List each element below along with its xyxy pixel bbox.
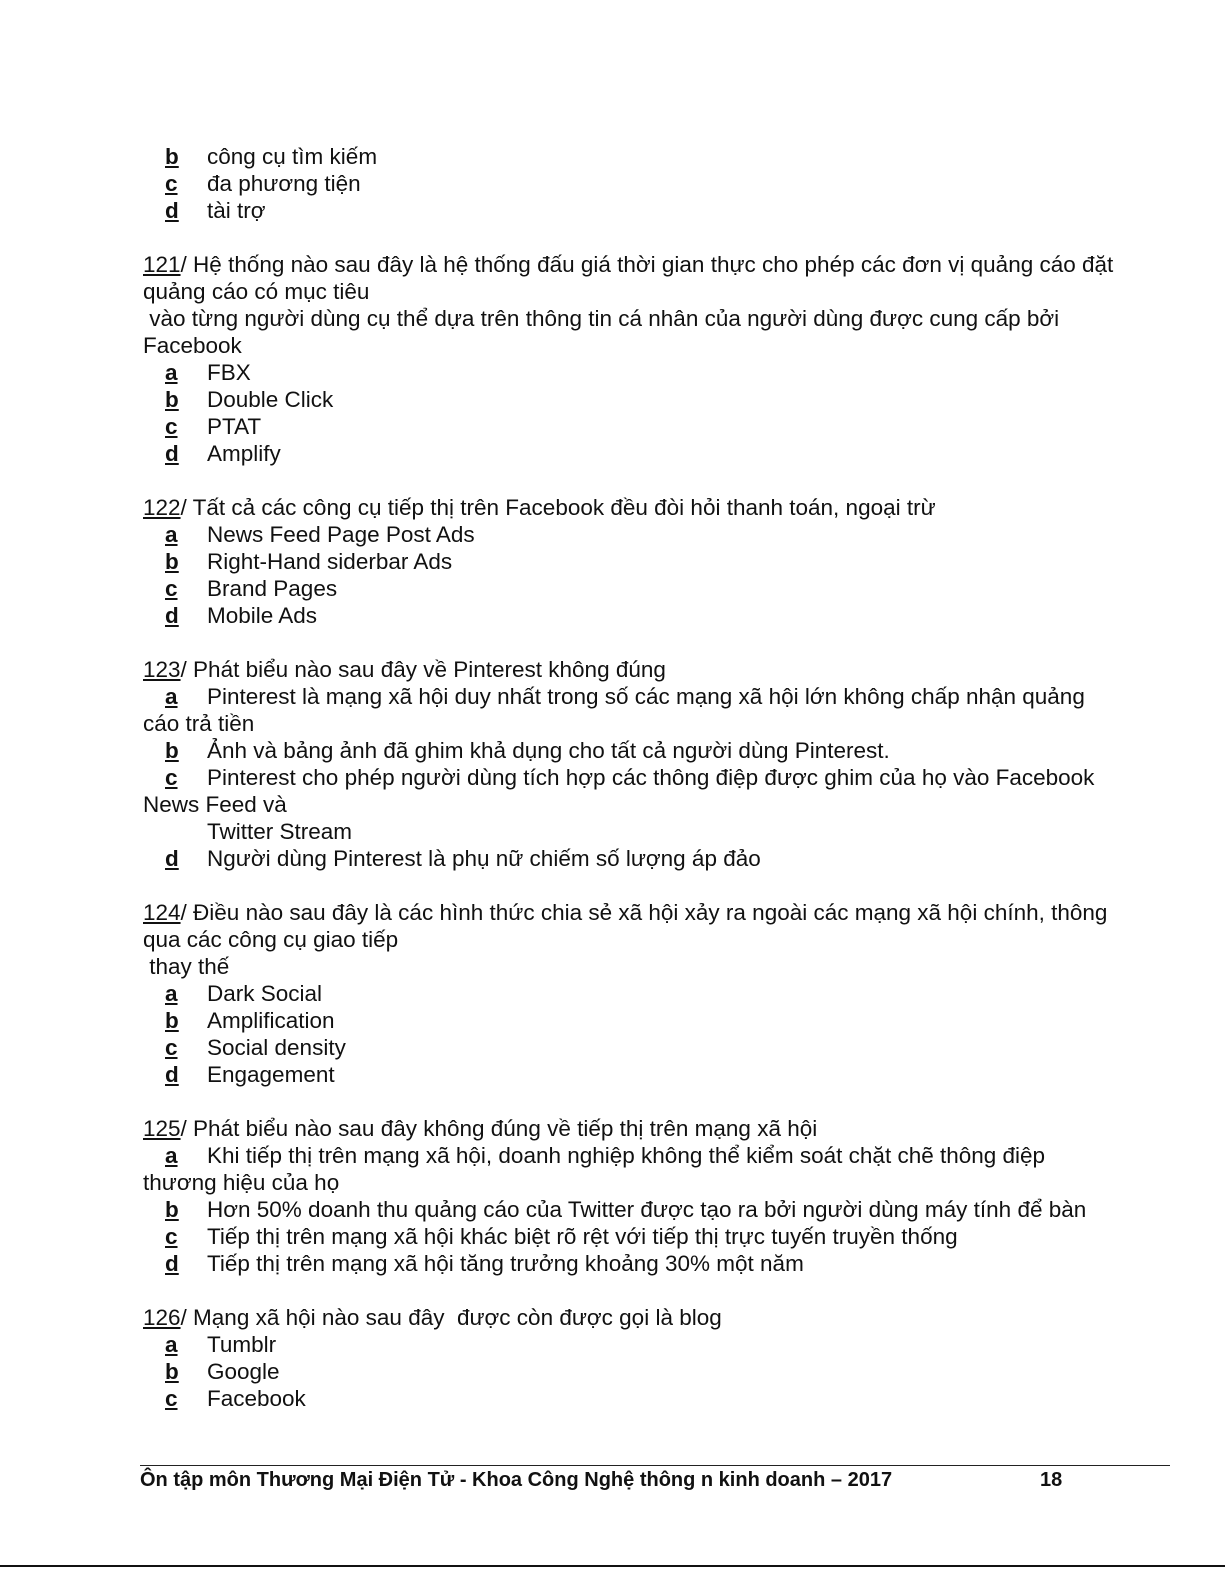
option-text: Hơn 50% doanh thu quảng cáo của Twitter được tạo ra bởi người dùng máy tính để bàn (207, 1197, 1087, 1222)
option-text: Amplify (207, 441, 281, 466)
option-letter: b (165, 549, 179, 574)
option-letter: a (165, 981, 178, 1006)
option-letter: d (165, 603, 179, 628)
option-letter: b (165, 1359, 179, 1384)
option-letter: c (165, 1224, 178, 1249)
spacer (143, 1277, 1168, 1304)
option-letter: c (165, 1035, 178, 1060)
answer-option (143, 143, 1168, 170)
option-text: Brand Pages (207, 576, 338, 601)
option-letter: d (165, 198, 179, 223)
spacer (143, 629, 1168, 656)
question-number: 123 (143, 657, 181, 682)
option-letter: c (165, 171, 178, 196)
option-text: Right-Hand siderbar Ads (207, 549, 453, 574)
option-text: Tiếp thị trên mạng xã hội tăng trưởng khoảng 30% một năm (207, 1251, 804, 1276)
answer-option (143, 575, 1168, 602)
answer-option (143, 440, 1168, 467)
option-letter: a (165, 1143, 178, 1168)
answer-option (143, 602, 1168, 629)
page-number: 18 (1040, 1469, 1063, 1491)
option-letter: c (165, 576, 178, 601)
answer-option (143, 521, 1168, 548)
question-number: 125 (143, 1116, 181, 1141)
answer-option (143, 1142, 1168, 1169)
text-line: Twitter Stream (207, 819, 353, 844)
answer-option (143, 1250, 1168, 1277)
text-line: News Feed và (143, 792, 287, 817)
answer-option (143, 1358, 1168, 1385)
option-text: tài trợ (207, 198, 266, 223)
option-letter: c (165, 765, 178, 790)
answer-option (143, 1385, 1168, 1412)
option-letter: b (165, 387, 179, 412)
option-letter: a (165, 1332, 178, 1357)
answer-option (143, 764, 1168, 791)
option-letter: c (165, 414, 178, 439)
option-letter: a (165, 360, 178, 385)
question-number: 124 (143, 900, 181, 925)
option-text: Tumblr (207, 1332, 277, 1357)
spacer (143, 467, 1168, 494)
text-line: thương hiệu của họ (143, 1170, 340, 1195)
text-line: cáo trả tiền (143, 711, 255, 736)
question-text: / Điều nào sau đây là các hình thức chia sẻ xã hội xảy ra ngoài các mạng xã hội chính, thông (180, 900, 1108, 925)
option-text: Amplification (207, 1008, 335, 1033)
option-text: PTAT (207, 414, 262, 439)
option-letter: a (165, 684, 178, 709)
option-letter: b (165, 1197, 179, 1222)
answer-option (143, 1061, 1168, 1088)
bottom-border (0, 1565, 1225, 1567)
option-text: Google (207, 1359, 280, 1384)
option-text: Ảnh và bảng ảnh đã ghim khả dụng cho tất cả người dùng Pinterest. (207, 738, 890, 763)
option-text: Mobile Ads (207, 603, 318, 628)
question-text: / Tất cả các công cụ tiếp thị trên Facebook đều đòi hỏi thanh toán, ngoại trừ (180, 495, 936, 520)
answer-option (143, 1331, 1168, 1358)
question-text: / Phát biểu nào sau đây về Pinterest không đúng (180, 657, 666, 682)
question-heading (143, 1304, 1168, 1331)
question-number: 122 (143, 495, 181, 520)
page-footer (140, 1466, 1170, 1494)
option-text: Pinterest cho phép người dùng tích hợp các thông điệp được ghim của họ vào Facebook (207, 765, 1095, 790)
text-line: Facebook (143, 333, 242, 358)
question-number: 121 (143, 252, 181, 277)
question-heading (143, 899, 1168, 926)
text-line: qua các công cụ giao tiếp (143, 927, 399, 952)
option-letter: a (165, 522, 178, 547)
question-text: / Phát biểu nào sau đây không đúng về tiếp thị trên mạng xã hội (180, 1116, 818, 1141)
option-letter: d (165, 441, 179, 466)
option-letter: c (165, 1386, 178, 1411)
answer-option (143, 413, 1168, 440)
question-heading (143, 656, 1168, 683)
answer-option (143, 845, 1168, 872)
option-letter: d (165, 846, 179, 871)
question-number: 126 (143, 1305, 181, 1330)
spacer (143, 872, 1168, 899)
option-text: Engagement (207, 1062, 335, 1087)
answer-option (143, 359, 1168, 386)
spacer (143, 224, 1168, 251)
question-text: / Mạng xã hội nào sau đây được còn được gọi là blog (180, 1305, 722, 1330)
question-heading (143, 1115, 1168, 1142)
question-list (143, 143, 1168, 1412)
option-text: Social density (207, 1035, 346, 1060)
option-letter: d (165, 1251, 179, 1276)
option-letter: b (165, 144, 179, 169)
option-text: News Feed Page Post Ads (207, 522, 475, 547)
spacer (143, 1088, 1168, 1115)
answer-option (143, 737, 1168, 764)
option-text: Người dùng Pinterest là phụ nữ chiếm số lượng áp đảo (207, 846, 761, 871)
question-heading (143, 494, 1168, 521)
text-line: thay thế (143, 954, 230, 979)
option-text: Double Click (207, 387, 334, 412)
option-text: Pinterest là mạng xã hội duy nhất trong số các mạng xã hội lớn không chấp nhận quảng (207, 684, 1085, 709)
option-text: FBX (207, 360, 251, 385)
text-line: quảng cáo có mục tiêu (143, 279, 370, 304)
answer-option (143, 386, 1168, 413)
option-text: Khi tiếp thị trên mạng xã hội, doanh nghiệp không thể kiểm soát chặt chẽ thông điệp (207, 1143, 1046, 1168)
question-heading (143, 251, 1168, 278)
answer-option (143, 197, 1168, 224)
answer-option (143, 548, 1168, 575)
answer-option (143, 170, 1168, 197)
option-text: Tiếp thị trên mạng xã hội khác biệt rõ rệt với tiếp thị trực tuyến truyền thống (207, 1224, 958, 1249)
option-letter: b (165, 738, 179, 763)
option-text: đa phương tiện (207, 171, 361, 196)
option-text: Dark Social (207, 981, 323, 1006)
footer-title: Ôn tập môn Thương Mại Điện Tử - Khoa Công Nghệ thông n kinh doanh – 2017 (140, 1469, 893, 1491)
text-line: vào từng người dùng cụ thể dựa trên thông tin cá nhân của người dùng được cung cấp bởi (143, 306, 1060, 331)
option-text: Facebook (207, 1386, 306, 1411)
answer-option (143, 1223, 1168, 1250)
answer-option (143, 1034, 1168, 1061)
answer-option (143, 1007, 1168, 1034)
answer-option (143, 683, 1168, 710)
question-text: / Hệ thống nào sau đây là hệ thống đấu giá thời gian thực cho phép các đơn vị quảng cáo đặt (180, 252, 1114, 277)
option-text: công cụ tìm kiếm (207, 144, 378, 169)
option-letter: d (165, 1062, 179, 1087)
option-letter: b (165, 1008, 179, 1033)
answer-option (143, 1196, 1168, 1223)
answer-option (143, 980, 1168, 1007)
